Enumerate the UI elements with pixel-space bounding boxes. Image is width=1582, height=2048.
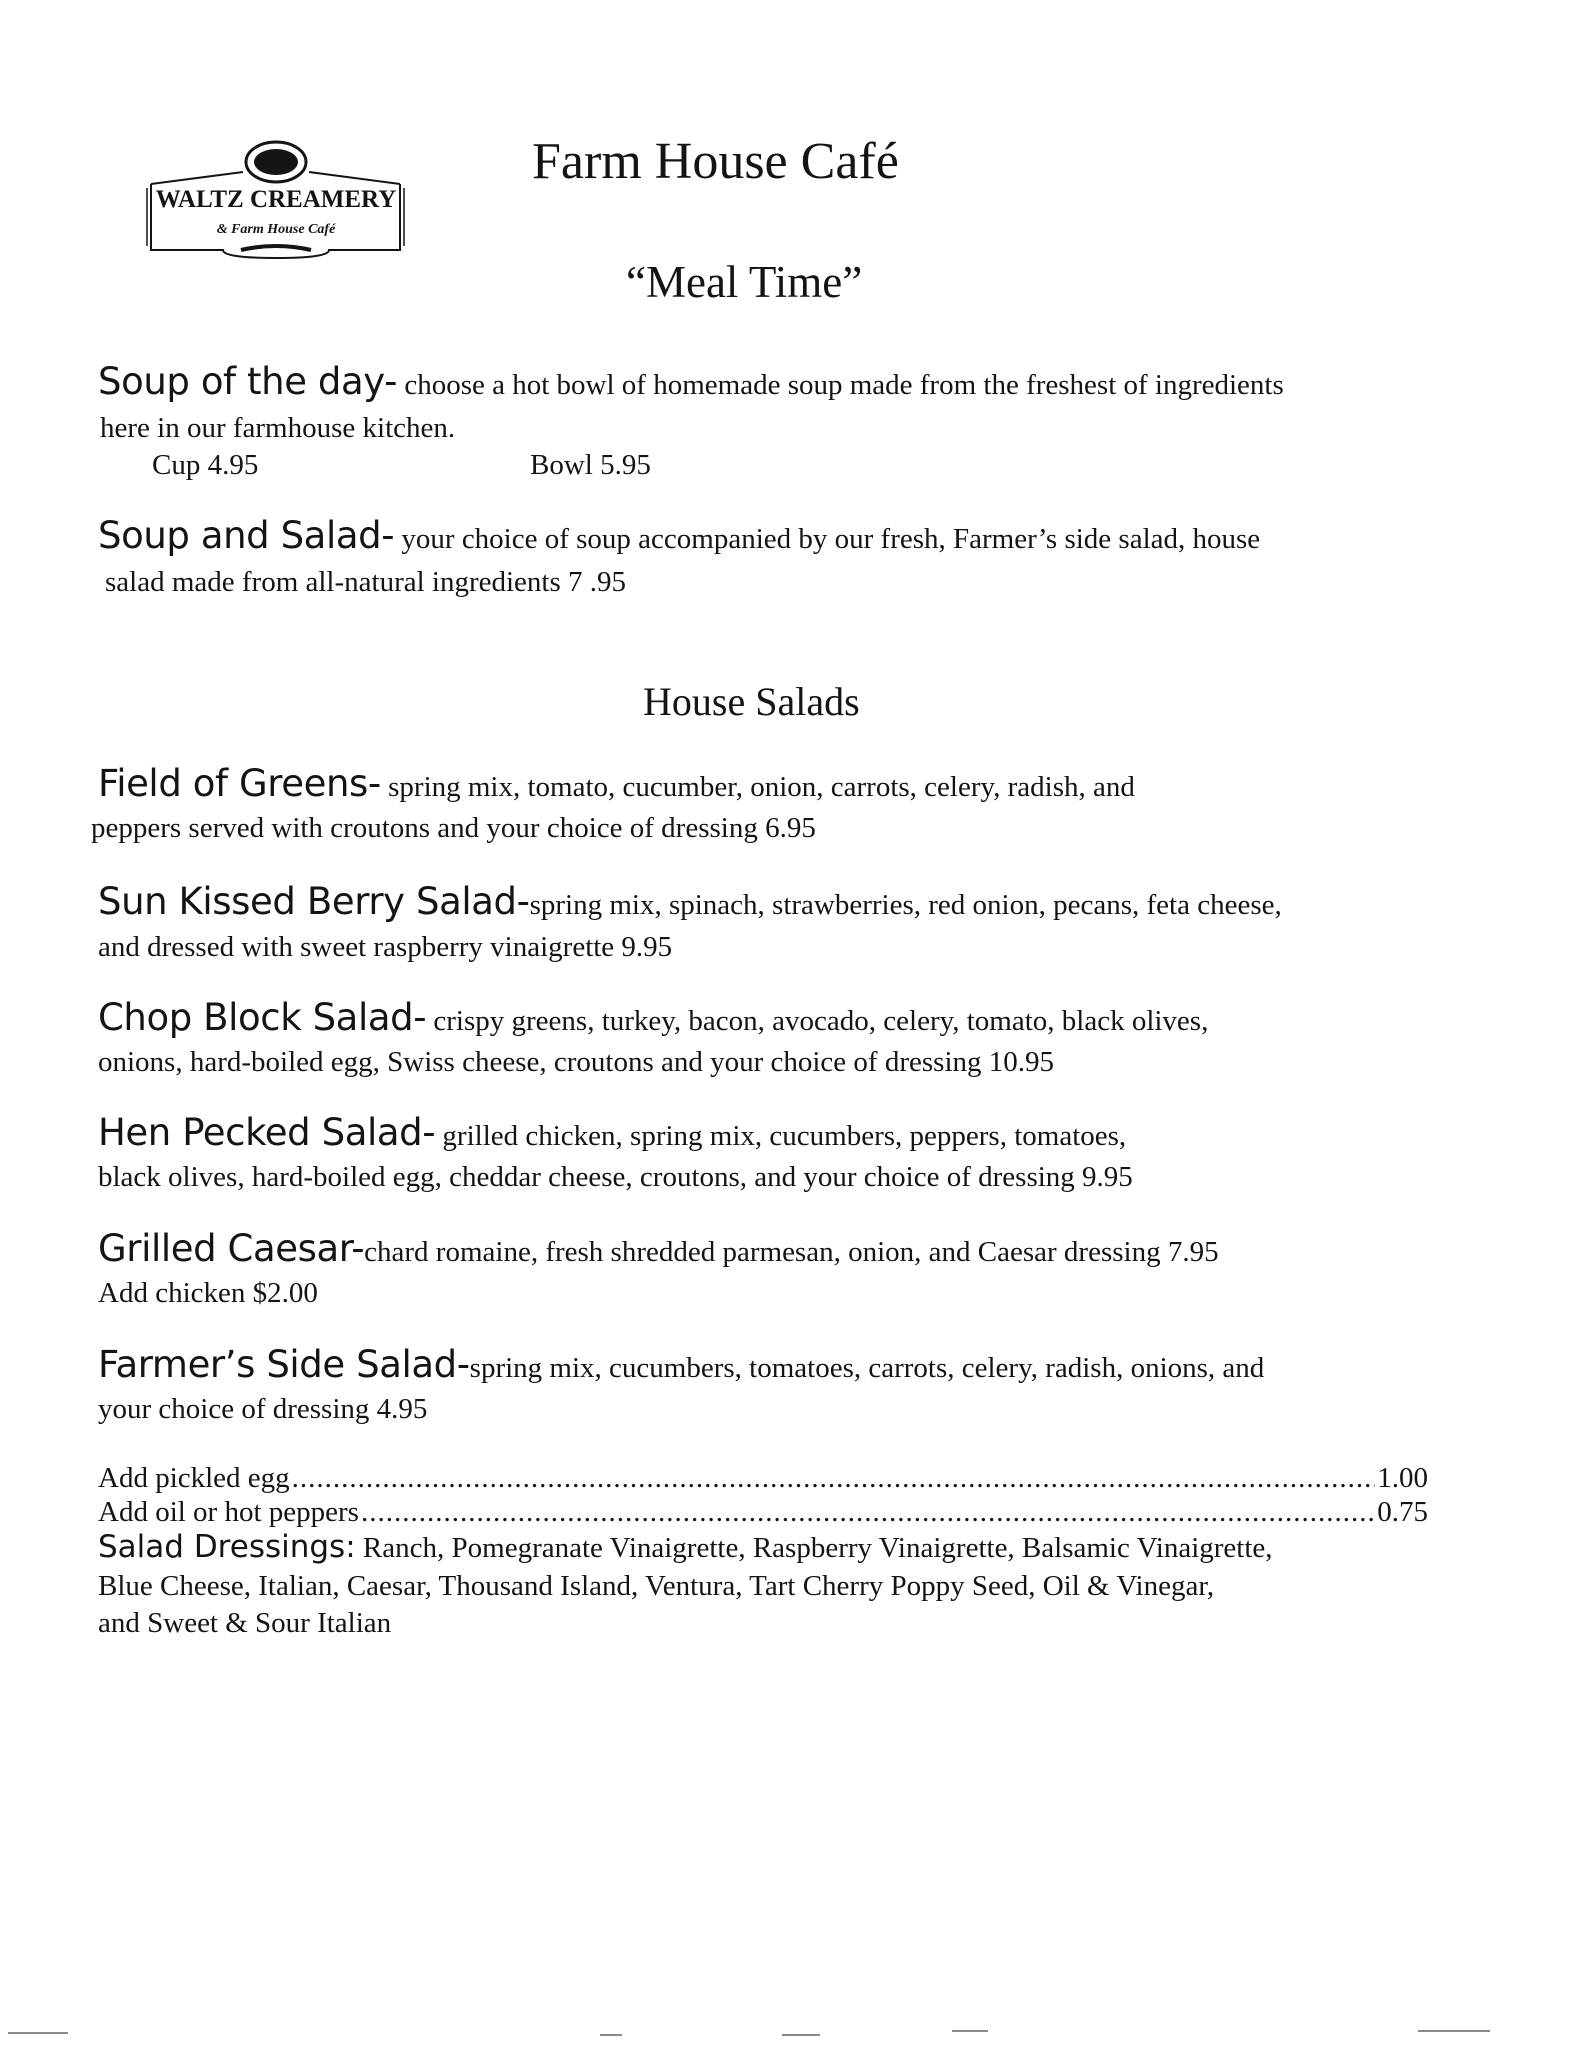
item-name: Sun Kissed Berry Salad-	[98, 880, 530, 923]
item-name: Soup and Salad-	[98, 514, 395, 557]
item-description-line2: peppers served with croutons and your choice of dressing 6.95	[91, 812, 816, 844]
item-description: crispy greens, turkey, bacon, avocado, celery, tomato, black olives,	[426, 1005, 1209, 1037]
item-name: Grilled Caesar-	[98, 1227, 365, 1270]
item-description-line2: your choice of dressing 4.95	[98, 1393, 428, 1425]
scan-mark	[8, 2032, 68, 2034]
item-name: Field of Greens-	[98, 762, 381, 805]
item-name: Chop Block Salad-	[98, 996, 427, 1039]
salad-dressings-heading: Salad Dressings:	[98, 1529, 356, 1565]
menu-item-soup-and-salad	[98, 516, 1260, 559]
scan-mark	[952, 2030, 988, 2032]
dot-leader	[292, 1460, 1376, 1496]
addon-row-pickled-egg	[98, 1460, 1428, 1496]
addon-label: Add pickled egg	[98, 1462, 290, 1494]
item-description-line2: onions, hard-boiled egg, Swiss cheese, croutons and your choice of dressing 10.95	[98, 1046, 1054, 1078]
menu-item-field-of-greens	[98, 764, 1135, 807]
cafe-title: Farm House Café	[532, 133, 899, 190]
dot-leader	[361, 1494, 1375, 1530]
section-heading-house-salads: House Salads	[643, 679, 860, 724]
item-description-line2: here in our farmhouse kitchen.	[100, 412, 456, 444]
item-description-line2: Add chicken $2.00	[98, 1277, 318, 1309]
item-description-line2: and dressed with sweet raspberry vinaigrette 9.95	[98, 931, 673, 963]
item-description: grilled chicken, spring mix, cucumbers, peppers, tomatoes,	[435, 1120, 1127, 1152]
addon-row-oil-or-hot-peppers	[98, 1494, 1428, 1530]
menu-item-grilled-caesar	[98, 1229, 1219, 1272]
item-description-line2: salad made from all-natural ingredients 7 .95	[105, 566, 627, 598]
item-description: chard romaine, fresh shredded parmesan, onion, and Caesar dressing 7.95	[364, 1236, 1219, 1268]
scan-mark	[1418, 2030, 1490, 2032]
item-name: Hen Pecked Salad-	[98, 1111, 436, 1154]
addon-price: 0.75	[1377, 1496, 1428, 1528]
menu-item-chop-block-salad	[98, 998, 1208, 1041]
cup-price: Cup 4.95	[152, 449, 259, 481]
menu-item-hen-pecked-salad	[98, 1113, 1126, 1156]
dressing-list-line2: Blue Cheese, Italian, Caesar, Thousand Island, Ventura, Tart Cherry Poppy Seed, Oil & Vinegar,	[98, 1570, 1215, 1602]
item-description: spring mix, tomato, cucumber, onion, carrots, celery, radish, and	[380, 771, 1135, 803]
menu-item-soup-of-the-day	[98, 362, 1284, 405]
logo-tagline: & Farm House Café	[216, 222, 336, 237]
menu-subtitle: “Meal Time”	[626, 257, 863, 307]
addon-label: Add oil or hot peppers	[98, 1496, 359, 1528]
addon-price: 1.00	[1377, 1462, 1428, 1494]
menu-item-farmers-side-salad	[98, 1345, 1264, 1388]
menu-item-sun-kissed-berry-salad	[98, 882, 1282, 925]
salad-dressings	[98, 1528, 1273, 1568]
scan-mark	[600, 2034, 622, 2036]
scan-mark	[782, 2034, 820, 2036]
item-description: spring mix, spinach, strawberries, red onion, pecans, feta cheese,	[529, 889, 1282, 921]
bowl-price: Bowl 5.95	[530, 449, 651, 481]
dressing-list-line1: Ranch, Pomegranate Vinaigrette, Raspberry Vinaigrette, Balsamic Vinaigrette,	[355, 1532, 1273, 1564]
item-name: Soup of the day-	[98, 360, 398, 403]
waltz-creamery-logo	[143, 132, 408, 267]
item-description: spring mix, cucumbers, tomatoes, carrots, celery, radish, onions, and	[469, 1352, 1265, 1384]
item-name: Farmer’s Side Salad-	[98, 1343, 470, 1386]
dressing-list-line3: and Sweet & Sour Italian	[98, 1607, 392, 1639]
item-description-line2: black olives, hard-boiled egg, cheddar cheese, croutons, and your choice of dressing 9.95	[98, 1161, 1133, 1193]
item-description: your choice of soup accompanied by our fresh, Farmer’s side salad, house	[394, 523, 1261, 555]
item-description: choose a hot bowl of homemade soup made from the freshest of ingredients	[397, 369, 1284, 401]
logo-name: WALTZ CREAMERY	[155, 186, 397, 213]
